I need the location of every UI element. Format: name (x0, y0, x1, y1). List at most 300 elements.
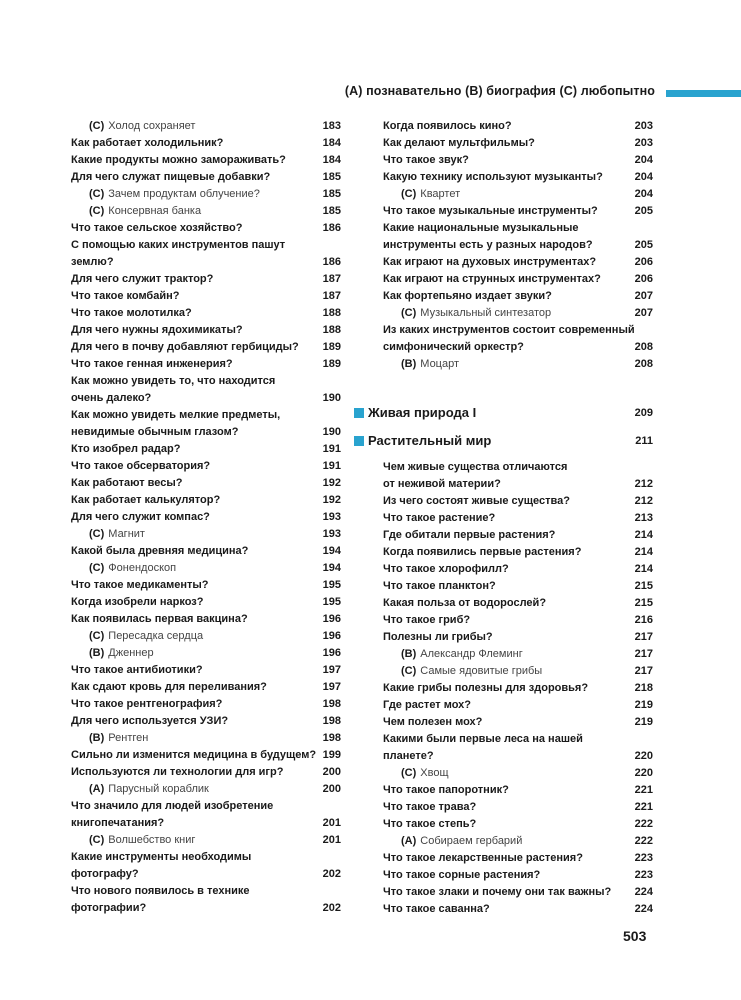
toc-entry[interactable] (383, 339, 653, 356)
toc-entry-text: симфонический оркестр? (383, 341, 524, 353)
toc-page-number: 218 (634, 682, 653, 694)
toc-entry-title: Самые ядовитые грибы (420, 665, 543, 677)
toc-page-number: 191 (322, 443, 341, 455)
toc-entry-text: Как фортепьяно издает звуки? (383, 290, 552, 302)
toc-entry[interactable] (71, 509, 341, 526)
toc-subentry[interactable] (71, 628, 341, 645)
toc-entry-text: планете? (383, 750, 434, 762)
toc-entry-text: Что такое трава? (383, 801, 477, 813)
toc-entry-text: Что такое обсерватория? (71, 460, 211, 472)
toc-entry-text: Растительный мир (368, 433, 492, 448)
toc-subentry[interactable] (383, 186, 653, 203)
toc-entry-title: Музыкальный синтезатор (420, 307, 552, 319)
toc-entry-text: Как играют на духовых инструментах? (383, 256, 597, 268)
toc-entry-text: Что такое злаки и почему они так важны? (383, 886, 612, 898)
toc-entry[interactable] (71, 237, 341, 254)
toc-page-number: 224 (634, 886, 653, 898)
toc-entry[interactable] (383, 731, 653, 748)
toc-entry[interactable] (71, 849, 341, 866)
toc-entry-title: Александр Флеминг (420, 648, 523, 660)
toc-entry[interactable] (71, 696, 341, 713)
toc-entry-text: С помощью каких инструментов пашут (71, 239, 286, 251)
toc-subentry[interactable] (383, 833, 653, 850)
toc-entry-text: Что такое комбайн? (71, 290, 180, 302)
toc-entry[interactable] (71, 390, 341, 407)
toc-column-left (71, 118, 341, 917)
toc-entry[interactable] (71, 322, 341, 339)
toc-entry-text: Что такое степь? (383, 818, 477, 830)
toc-page-number: 198 (322, 732, 341, 744)
toc-page-number: 206 (634, 256, 653, 268)
section-square-icon (354, 436, 364, 446)
toc-page-number: 193 (322, 528, 341, 540)
toc-page-number: 217 (634, 665, 653, 677)
toc-entry-text: Какую технику используют музыканты? (383, 171, 603, 183)
toc-page-number: 197 (322, 681, 341, 693)
toc-page-number: 190 (322, 392, 341, 404)
toc-entry-title: Зачем продуктам облучение? (108, 188, 260, 200)
toc-entry[interactable] (383, 527, 653, 544)
toc-subentry[interactable] (71, 781, 341, 798)
toc-page-number: 196 (322, 647, 341, 659)
toc-entry-text: Что такое саванна? (383, 903, 490, 915)
toc-page-number: 196 (322, 630, 341, 642)
toc-subentry[interactable] (383, 646, 653, 663)
toc-entry[interactable] (383, 544, 653, 561)
toc-subentry[interactable] (71, 186, 341, 203)
toc-entry[interactable] (383, 476, 653, 493)
section-gap (383, 373, 653, 403)
toc-entry-text: Для чего служат пищевые добавки? (71, 171, 271, 183)
toc-entry-text: Что такое гриб? (383, 614, 471, 626)
category-tag: (С) (401, 767, 417, 779)
toc-entry-text: Из чего состоят живые существа? (383, 495, 570, 507)
toc-page-number: 195 (322, 596, 341, 608)
toc-page-number: 207 (634, 290, 653, 302)
toc-page-number: 187 (322, 273, 341, 285)
toc-entry-text (71, 562, 176, 574)
toc-entry-text (71, 120, 195, 132)
toc-entry-title: Фонендоскоп (108, 562, 177, 574)
toc-entry[interactable] (71, 594, 341, 611)
toc-entry-text: Какая польза от водорослей? (383, 597, 547, 609)
toc-entry-text: Для чего служит трактор? (71, 273, 214, 285)
toc-page-number: 219 (634, 716, 653, 728)
toc-entry[interactable] (383, 237, 653, 254)
toc-entry-text: землю? (71, 256, 114, 268)
toc-entry-text: невидимые обычным глазом? (71, 426, 239, 438)
toc-page-number: 211 (635, 435, 653, 447)
toc-entry-text: инструменты есть у разных народов? (383, 239, 593, 251)
toc-entry[interactable] (71, 866, 341, 883)
toc-page-number: 201 (322, 834, 341, 846)
toc-entry[interactable] (71, 373, 341, 390)
category-tag: (А) (89, 783, 105, 795)
toc-page-number: 196 (322, 613, 341, 625)
toc-entry-text (71, 783, 209, 795)
toc-entry-text (383, 188, 460, 200)
toc-entry-text: Какой была древняя медицина? (71, 545, 249, 557)
category-tag: (А) (401, 835, 417, 847)
toc-entry[interactable] (383, 459, 653, 476)
toc-page-number: 220 (634, 750, 653, 762)
toc-page-number: 192 (322, 477, 341, 489)
toc-entry-text: Как появилась первая вакцина? (71, 613, 248, 625)
toc-entry-text: Как играют на струнных инструментах? (383, 273, 601, 285)
toc-entry-text: Для чего в почву добавляют гербициды? (71, 341, 299, 353)
toc-column-right (368, 118, 653, 918)
toc-entry-title: Консервная банка (108, 205, 202, 217)
toc-entry-text: Что такое растение? (383, 512, 496, 524)
toc-page-number: 192 (322, 494, 341, 506)
toc-page-number: 198 (322, 698, 341, 710)
toc-page-number: 220 (634, 767, 653, 779)
toc-entry-text: Как делают мультфильмы? (383, 137, 535, 149)
category-tag: (С) (89, 120, 105, 132)
toc-entry[interactable] (383, 901, 653, 918)
toc-entry[interactable] (71, 424, 341, 441)
toc-entry[interactable] (71, 662, 341, 679)
toc-entry-title: Собираем гербарий (420, 835, 523, 847)
toc-page-number: 224 (634, 903, 653, 915)
toc-page-number: 194 (322, 562, 341, 574)
toc-entry[interactable] (71, 339, 341, 356)
toc-entry[interactable] (383, 561, 653, 578)
category-tag: (С) (401, 665, 417, 677)
toc-entry-text: Что такое лекарственные растения? (383, 852, 583, 864)
toc-entry[interactable] (383, 288, 653, 305)
toc-entry-text: Где растет мох? (383, 699, 472, 711)
toc-page-number: 200 (322, 766, 341, 778)
toc-page-number: 190 (322, 426, 341, 438)
toc-entry-text: Какие грибы полезны для здоровья? (383, 682, 589, 694)
toc-page-number: 201 (322, 817, 341, 829)
toc-page-number: 214 (634, 546, 653, 558)
toc-entry-text: Что такое рентгенография? (71, 698, 223, 710)
toc-page-number: 186 (322, 256, 341, 268)
category-tag: (В) (401, 358, 417, 370)
toc-page-number: 221 (634, 801, 653, 813)
toc-subentry[interactable] (71, 203, 341, 220)
toc-page-number: 208 (634, 358, 653, 370)
category-legend: (А) познавательно (В) биография (С) любопытно (344, 84, 655, 98)
toc-subentry[interactable] (71, 645, 341, 662)
toc-entry-text: очень далеко? (71, 392, 152, 404)
toc-entry[interactable] (383, 697, 653, 714)
toc-entry[interactable] (383, 169, 653, 186)
toc-entry-text: Что значило для людей изобретение (71, 800, 274, 812)
toc-entry-title: Волшебство книг (108, 834, 196, 846)
toc-page-number: 217 (634, 631, 653, 643)
category-tag: (С) (89, 834, 105, 846)
toc-entry-text: Что такое сорные растения? (383, 869, 541, 881)
category-tag: (С) (89, 562, 105, 574)
toc-page-number: 184 (322, 154, 341, 166)
toc-entry[interactable] (383, 867, 653, 884)
toc-entry-text (383, 767, 449, 779)
toc-entry-title: Хвощ (420, 767, 449, 779)
toc-subentry[interactable] (71, 832, 341, 849)
toc-entry[interactable] (71, 169, 341, 186)
toc-page-number: 204 (634, 154, 653, 166)
toc-page-number: 183 (322, 120, 341, 132)
category-tag: (С) (89, 205, 105, 217)
toc-entry[interactable] (383, 578, 653, 595)
toc-subentry[interactable] (71, 118, 341, 135)
toc-entry-text: Какие инструменты необходимы (71, 851, 252, 863)
toc-entry-text (383, 648, 523, 660)
category-tag: (С) (89, 630, 105, 642)
toc-page-number: 206 (634, 273, 653, 285)
toc-page-number: 222 (634, 818, 653, 830)
toc-entry[interactable] (71, 135, 341, 152)
toc-entry-text: книгопечатания? (71, 817, 165, 829)
toc-page-number: 198 (322, 715, 341, 727)
category-tag: (В) (401, 648, 417, 660)
toc-entry-text: Что такое генная инженерия? (71, 358, 233, 370)
toc-subentry[interactable] (383, 305, 653, 322)
toc-entry-title: Холод сохраняет (108, 120, 196, 132)
toc-entry[interactable] (71, 611, 341, 628)
toc-entry-text: Что нового появилось в технике (71, 885, 250, 897)
toc-entry-title: Рентген (108, 732, 149, 744)
toc-section-heading[interactable] (354, 403, 653, 423)
toc-entry-title: Магнит (108, 528, 145, 540)
toc-entry-text (71, 188, 260, 200)
toc-entry[interactable] (71, 815, 341, 832)
toc-entry[interactable] (71, 441, 341, 458)
toc-page-number: 213 (634, 512, 653, 524)
toc-entry[interactable] (71, 713, 341, 730)
toc-entry[interactable] (71, 305, 341, 322)
toc-page-number: 217 (634, 648, 653, 660)
toc-entry[interactable] (71, 271, 341, 288)
toc-page-number: 219 (634, 699, 653, 711)
toc-entry-title: Квартет (420, 188, 461, 200)
toc-entry-text (383, 358, 459, 370)
toc-page-number: 188 (322, 307, 341, 319)
toc-entry-title: Моцарт (420, 358, 460, 370)
toc-entry[interactable] (383, 152, 653, 169)
toc-entry-text (71, 834, 195, 846)
toc-page-number: 194 (322, 545, 341, 557)
toc-entry-text: Какими были первые леса на нашей (383, 733, 583, 745)
toc-entry-text (71, 630, 203, 642)
toc-entry[interactable] (383, 118, 653, 135)
category-tag: (С) (401, 307, 417, 319)
toc-page-number: 197 (322, 664, 341, 676)
toc-page-number: 203 (634, 137, 653, 149)
toc-subentry[interactable] (71, 730, 341, 747)
toc-entry-text: Для чего нужны ядохимикаты? (71, 324, 243, 336)
page-header (0, 82, 741, 104)
toc-entry[interactable] (71, 764, 341, 781)
toc-entry-title: Дженнер (108, 647, 154, 659)
toc-page-number: 214 (634, 529, 653, 541)
toc-entry-text (71, 205, 201, 217)
toc-entry-title: Парусный кораблик (108, 783, 209, 795)
toc-entry-text: Что такое молотилка? (71, 307, 192, 319)
toc-section-heading[interactable] (354, 431, 653, 451)
toc-page-number: 191 (322, 460, 341, 472)
category-tag: (В) (89, 647, 105, 659)
toc-entry-text: Используются ли технологии для игр? (71, 766, 284, 778)
toc-subentry[interactable] (383, 356, 653, 373)
toc-entry[interactable] (71, 152, 341, 169)
toc-entry[interactable] (383, 748, 653, 765)
toc-entry-text: Как можно увидеть мелкие предметы, (71, 409, 281, 421)
toc-entry[interactable] (71, 747, 341, 764)
toc-page-number: 185 (322, 171, 341, 183)
toc-entry-text: Сильно ли изменится медицина в будущем? (71, 749, 317, 761)
toc-page-number: 203 (634, 120, 653, 132)
toc-page-number: 204 (634, 171, 653, 183)
toc-entry[interactable] (71, 798, 341, 815)
toc-entry-text: Как работает холодильник? (71, 137, 224, 149)
toc-page-number: 185 (322, 188, 341, 200)
toc-page-number: 214 (634, 563, 653, 575)
accent-bar (666, 90, 741, 97)
toc-entry-text: Как можно увидеть то, что находится (71, 375, 276, 387)
toc-page-number: 212 (634, 478, 653, 490)
toc-page-number: 222 (634, 835, 653, 847)
toc-entry[interactable] (71, 407, 341, 424)
toc-page-number: 208 (634, 341, 653, 353)
toc-entry-text: Что такое звук? (383, 154, 469, 166)
toc-entry-text: Что такое медикаменты? (71, 579, 209, 591)
toc-entry-text: Какие продукты можно замораживать? (71, 154, 286, 166)
page-number: 503 (623, 928, 647, 944)
toc-entry[interactable] (383, 254, 653, 271)
category-tag: (В) (89, 732, 105, 744)
toc-entry-text: Полезны ли грибы? (383, 631, 493, 643)
category-tag: (С) (89, 188, 105, 200)
toc-page-number: 215 (634, 597, 653, 609)
toc-subentry[interactable] (71, 526, 341, 543)
toc-entry[interactable] (71, 458, 341, 475)
toc-page-number: 207 (634, 307, 653, 319)
toc-page-number: 205 (634, 239, 653, 251)
toc-entry-text (71, 528, 145, 540)
toc-entry-text: Чем полезен мох? (383, 716, 483, 728)
toc-entry-text: Что такое антибиотики? (71, 664, 203, 676)
toc-entry[interactable] (383, 714, 653, 731)
toc-entry[interactable] (71, 254, 341, 271)
toc-subentry[interactable] (383, 663, 653, 680)
toc-page-number: 200 (322, 783, 341, 795)
toc-entry[interactable] (383, 680, 653, 697)
toc-entry[interactable] (71, 577, 341, 594)
toc-entry-text: Как работает калькулятор? (71, 494, 221, 506)
toc-entry[interactable] (383, 782, 653, 799)
toc-entry-text: Когда появились первые растения? (383, 546, 582, 558)
toc-entry[interactable] (71, 220, 341, 237)
toc-page-number: 212 (634, 495, 653, 507)
toc-page-number: 204 (634, 188, 653, 200)
toc-entry[interactable] (383, 203, 653, 220)
toc-entry[interactable] (71, 475, 341, 492)
toc-entry[interactable] (383, 595, 653, 612)
toc-entry-text: Живая природа I (368, 405, 477, 420)
toc-page-number: 216 (634, 614, 653, 626)
toc-entry-text (383, 307, 551, 319)
toc-entry[interactable] (71, 679, 341, 696)
toc-entry[interactable] (71, 883, 341, 900)
toc-entry-text: Что такое папоротник? (383, 784, 509, 796)
toc-page-number: 189 (322, 358, 341, 370)
toc-page-number: 186 (322, 222, 341, 234)
toc-entry-text: Где обитали первые растения? (383, 529, 556, 541)
toc-entry-text: Когда изобрели наркоз? (71, 596, 204, 608)
toc-entry-text: Что такое музыкальные инструменты? (383, 205, 598, 217)
toc-entry-text (71, 647, 154, 659)
toc-page-number: 202 (322, 902, 341, 914)
toc-entry[interactable] (383, 220, 653, 237)
toc-page-number: 215 (634, 580, 653, 592)
toc-page-number: 202 (322, 868, 341, 880)
toc-entry[interactable] (383, 629, 653, 646)
toc-subentry[interactable] (71, 560, 341, 577)
toc-entry-text: Как сдают кровь для переливания? (71, 681, 267, 693)
toc-entry[interactable] (383, 816, 653, 833)
toc-entry[interactable] (383, 510, 653, 527)
toc-entry-text: Что такое планктон? (383, 580, 496, 592)
toc-entry-text: Что такое сельское хозяйство? (71, 222, 243, 234)
toc-page-number: 195 (322, 579, 341, 591)
toc-page-number: 199 (322, 749, 341, 761)
toc-page-number: 205 (634, 205, 653, 217)
toc-entry-text: фотографии? (71, 902, 147, 914)
toc-page-number: 209 (634, 407, 653, 419)
category-tag: (С) (89, 528, 105, 540)
category-tag: (С) (401, 188, 417, 200)
toc-entry-text (71, 732, 148, 744)
toc-entry-text: Что такое хлорофилл? (383, 563, 509, 575)
toc-entry[interactable] (71, 492, 341, 509)
toc-entry[interactable] (71, 900, 341, 917)
toc-entry[interactable] (383, 612, 653, 629)
toc-entry[interactable] (383, 799, 653, 816)
toc-page-number: 185 (322, 205, 341, 217)
toc-entry-text: фотографу? (71, 868, 139, 880)
toc-page-number: 187 (322, 290, 341, 302)
toc-subentry[interactable] (383, 765, 653, 782)
toc-entry[interactable] (383, 322, 653, 339)
toc-entry-text (383, 835, 522, 847)
toc-entry-title: Пересадка сердца (108, 630, 204, 642)
toc-page-number: 223 (634, 869, 653, 881)
toc-entry[interactable] (383, 493, 653, 510)
toc-page-number: 223 (634, 852, 653, 864)
toc-entry-text: Кто изобрел радар? (71, 443, 181, 455)
toc-entry[interactable] (383, 135, 653, 152)
toc-entry-text: Из каких инструментов состоит современный (383, 324, 635, 336)
toc-entry[interactable] (383, 850, 653, 867)
toc-entry-text: Для чего служит компас? (71, 511, 210, 523)
toc-entry-text: от неживой материи? (383, 478, 501, 490)
toc-entry[interactable] (71, 356, 341, 373)
toc-entry[interactable] (71, 543, 341, 560)
toc-entry[interactable] (71, 288, 341, 305)
toc-entry[interactable] (383, 271, 653, 288)
toc-entry[interactable] (383, 884, 653, 901)
toc-entry-text (383, 665, 542, 677)
toc-entry-text: Когда появилось кино? (383, 120, 512, 132)
toc-entry-text: Для чего используется УЗИ? (71, 715, 229, 727)
toc-page-number: 184 (322, 137, 341, 149)
section-square-icon (354, 408, 364, 418)
toc-page-number: 221 (634, 784, 653, 796)
